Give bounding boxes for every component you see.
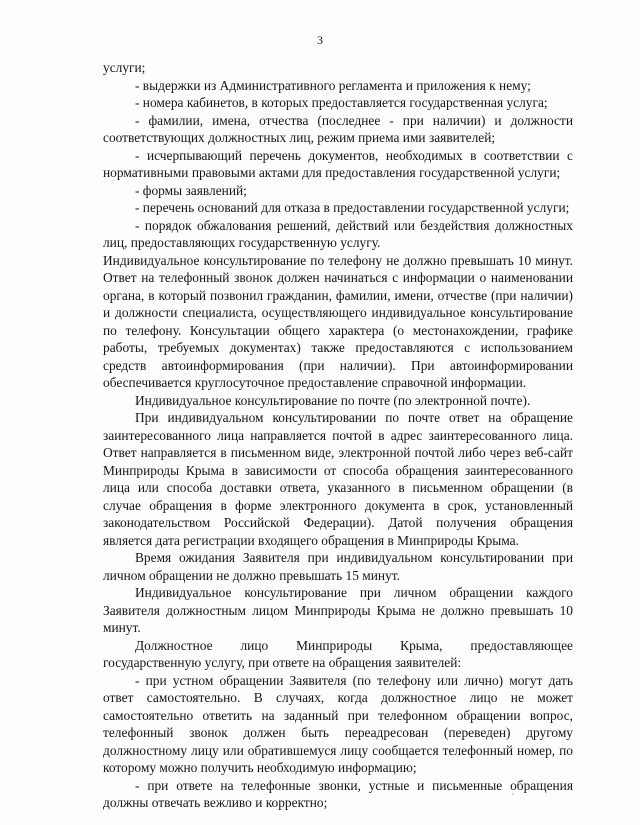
paragraph: - при устном обращении Заявителя (по телефону или лично) могут дать ответ самостоятельно. В случаях, когда должностное лицо не может самостоятельно ответить на заданный при телефонном обращении вопрос, телефонный звонок должен быть переадресован (переведен) другому должностному лицу или обратившемуся лицу сообщается телефонный номер, по которому можно получить необходимую информацию;	[103, 672, 573, 775]
paragraph: Индивидуальное консультирование по телефону не должно превышать 10 минут. Ответ на телефонный звонок должен начинаться с информации о наименовании органа, в который позвонил гражданин, фамилии, имени, отчестве (при наличии) и должности специалиста, осуществляющего индивидуальное консультирование по телефону. Консультации общего характера (о местонахождении, графике работы, требуемых документах) также предоставляются с использованием средств автоинформирования (при наличии). При автоинформировании обеспечивается круглосуточное предоставление справочной информации.	[103, 252, 573, 390]
paragraph: - исчерпывающий перечень документов, необходимых в соответствии с нормативными правовыми актами для предоставления государственной услуги;	[103, 147, 573, 180]
paragraph: - при ответе на телефонные звонки, устные и письменные обращения должны отвечать вежливо и корректно;	[103, 777, 573, 810]
paragraph: - номера кабинетов, в которых предоставляется государственная услуга;	[135, 95, 548, 110]
paragraph: - формы заявлений;	[135, 182, 247, 198]
paragraph: Индивидуальное консультирование при личном обращении каждого Заявителя должностным лицом Минприроды Крыма не должно превышать 10 минут.	[103, 585, 573, 635]
paragraph: - фамилии, имена, отчества (последнее - при наличии) и должности соответствующих должностных лиц, режим приема ими заявителей;	[103, 112, 573, 145]
document-body	[103, 59, 573, 812]
paragraph: Время ожидания Заявителя при индивидуальном консультировании при личном обращении не должно превышать 15 минут.	[103, 550, 573, 583]
page-number: 3	[317, 33, 323, 47]
paragraph: - порядок обжалования решений, действий или бездействия должностных лиц, предоставляющих государственную услугу.	[103, 217, 573, 250]
paragraph: - перечень оснований для отказа в предоставлении государственной услуги;	[135, 200, 570, 215]
paragraph: - выдержки из Административного регламента и приложения к нему;	[135, 77, 531, 93]
paragraph: При индивидуальном консультировании по почте ответ на обращение заинтересованного лица направляется почтой в адрес заинтересованного лица. Ответ направляется в письменном виде, электронной почтой либо через веб-сайт Минприроды Крыма в зависимости от способа обращения заинтересованного лица или способа доставки ответа, указанного в письменном обращении (в случае обращения в форме электронного документа в срок, установленный законодательством Российской Федерации). Датой получения обращения является дата регистрации входящего обращения в Минприроды Крыма.	[103, 410, 573, 548]
scan-speck	[512, 793, 514, 795]
paragraph: услуги;	[103, 60, 146, 75]
paragraph: Должностное лицо Минприроды Крыма, предоставляющее государственную услугу, при ответе на обращения заявителей:	[103, 637, 573, 670]
paragraph: Индивидуальное консультирование по почте (по электронной почте).	[135, 392, 531, 408]
